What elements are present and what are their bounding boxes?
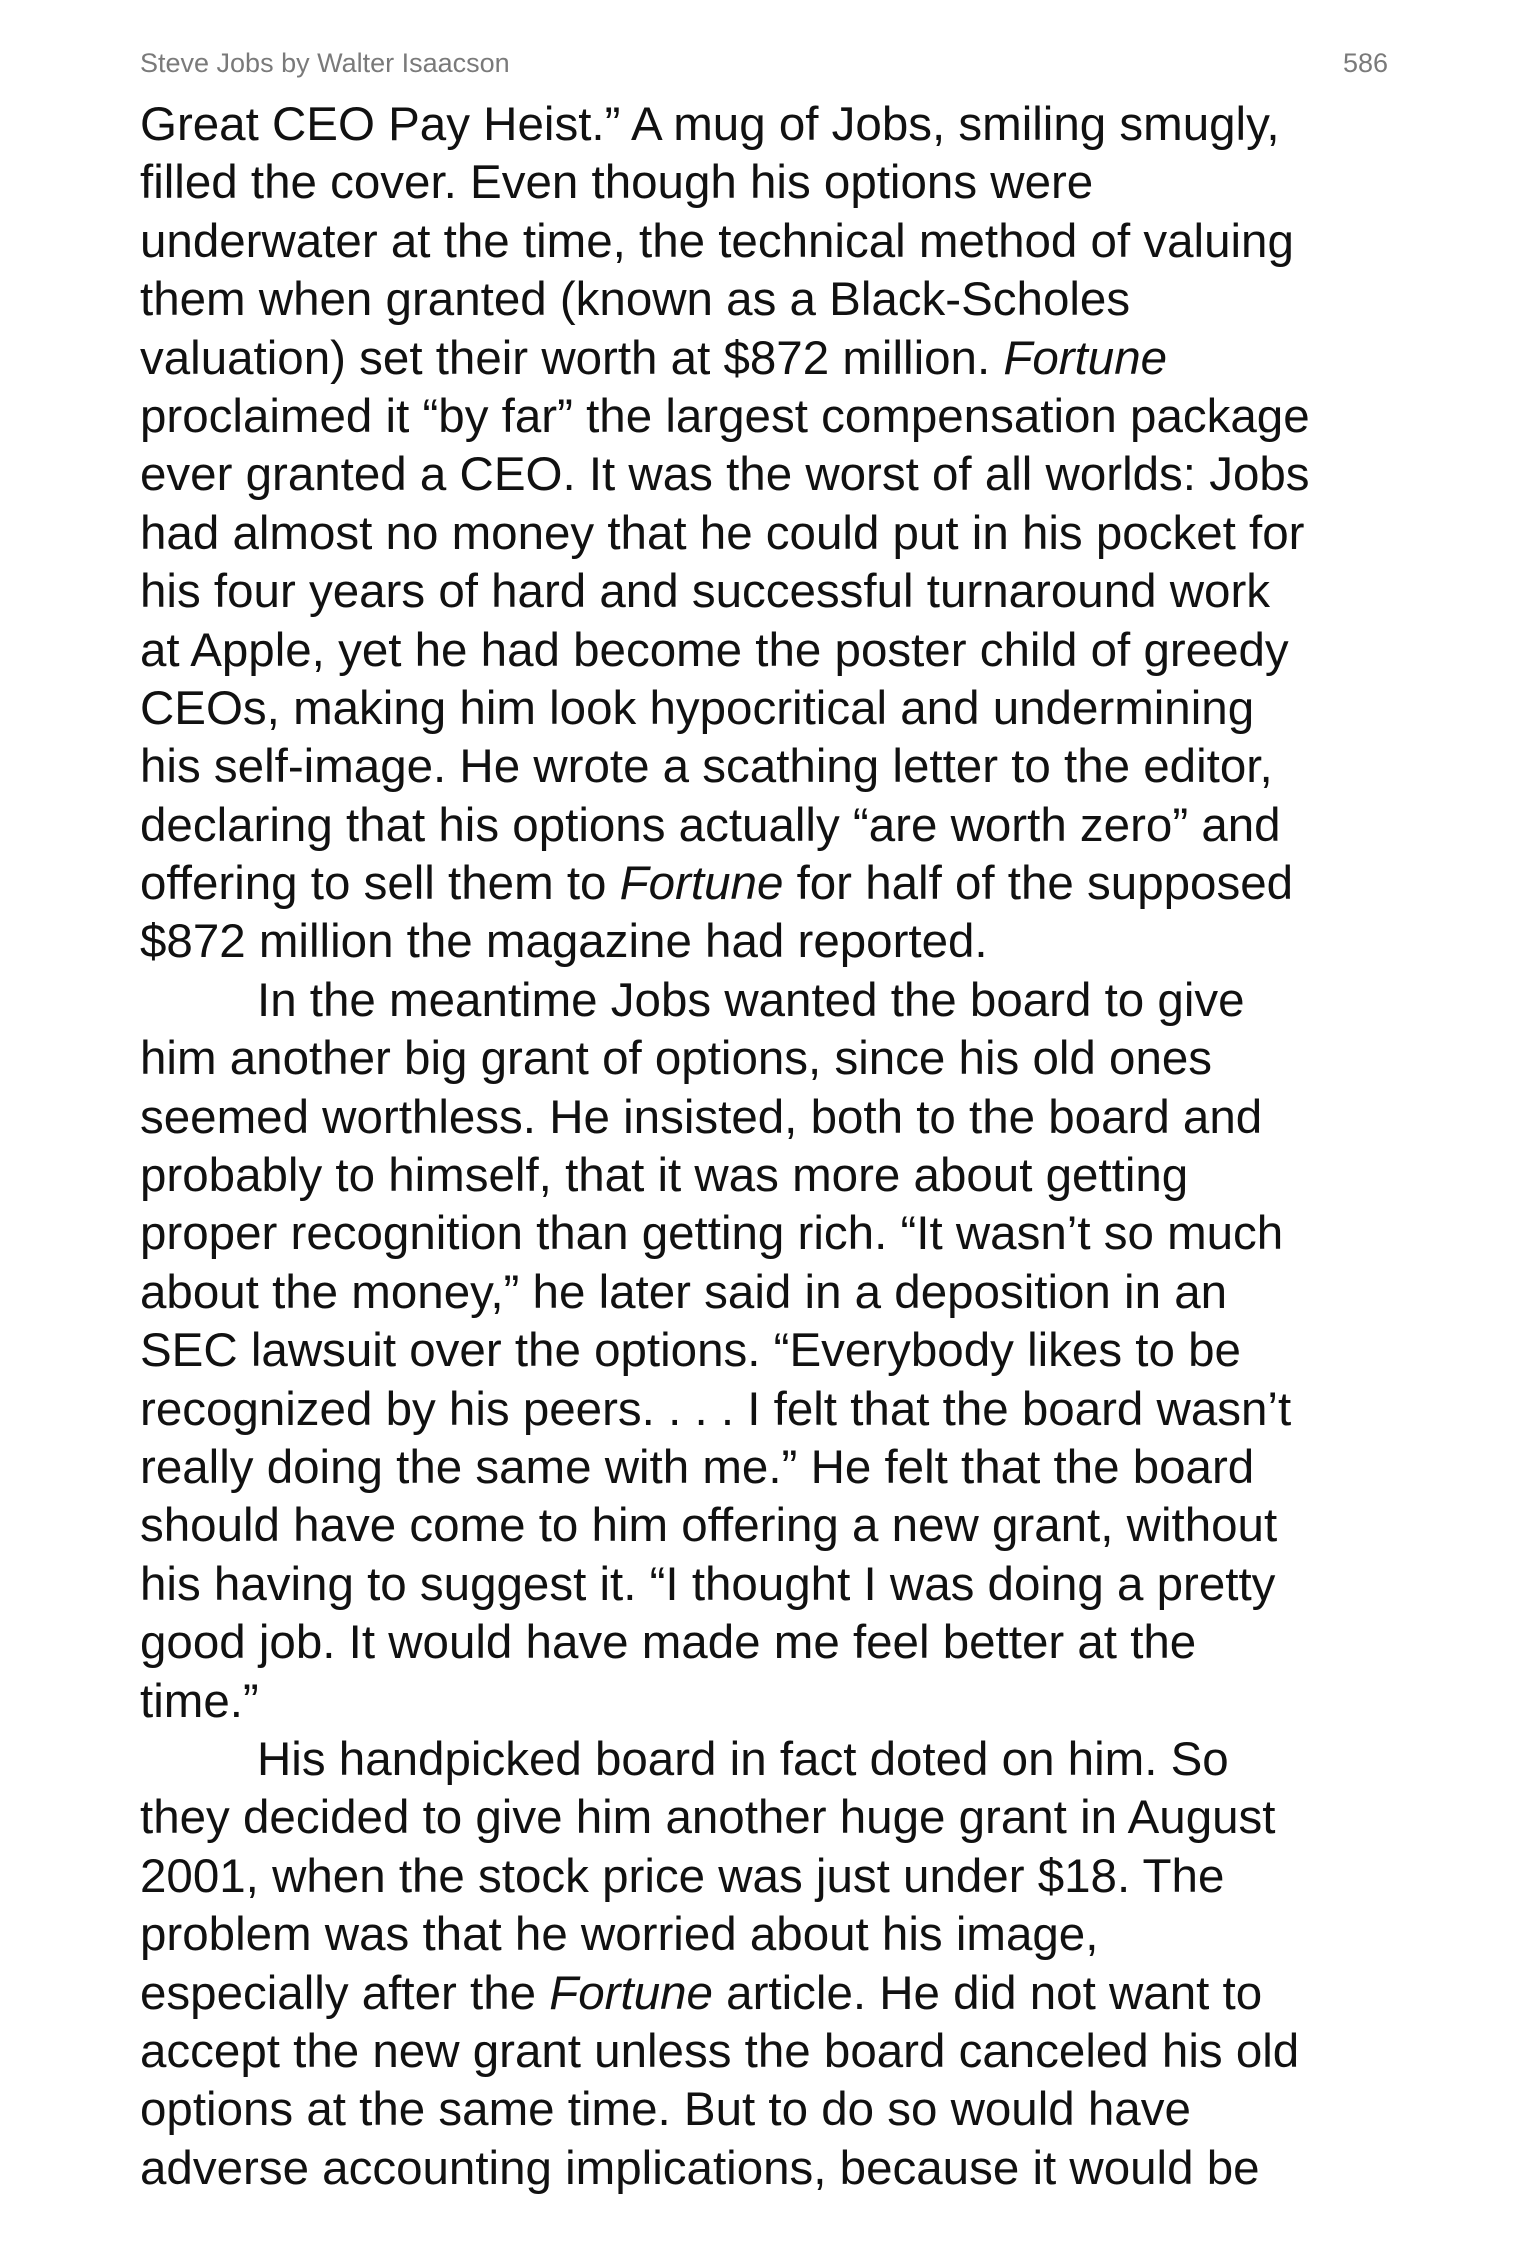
text-line	[140, 1497, 1400, 1555]
text-segment: proper recognition than getting rich. “It wasn’t so much	[140, 1207, 1284, 1261]
text-line	[140, 1381, 1400, 1439]
page-number: 586	[1342, 48, 1388, 78]
text-line	[140, 680, 1400, 738]
text-segment: good job. It would have made me feel better at the	[140, 1616, 1197, 1670]
text-line	[140, 446, 1400, 504]
text-line	[140, 797, 1400, 855]
text-line	[140, 1322, 1400, 1380]
text-segment: especially after the	[140, 1966, 550, 2020]
text-line	[140, 1673, 1400, 1731]
text-line	[140, 1089, 1400, 1147]
page-header	[140, 48, 1388, 84]
text-segment: $872 million the magazine had reported.	[140, 915, 988, 969]
text-segment: his having to suggest it. “I thought I was doing a pretty	[140, 1557, 1276, 1611]
text-segment: probably to himself, that it was more about getting	[140, 1149, 1189, 1203]
text-segment: for half of the supposed	[783, 857, 1294, 911]
text-segment: accept the new grant unless the board canceled his old	[140, 2024, 1300, 2078]
text-segment: recognized by his peers. . . . I felt that the board wasn’t	[140, 1382, 1292, 1436]
text-segment: In the meantime Jobs wanted the board to give	[257, 973, 1245, 1027]
text-segment: underwater at the time, the technical method of valuing	[140, 214, 1294, 268]
italic-text: Fortune	[549, 1966, 713, 2020]
text-segment: should have come to him offering a new grant, without	[140, 1499, 1278, 1553]
text-line	[140, 271, 1400, 329]
text-segment: adverse accounting implications, because it would be	[140, 2141, 1260, 2195]
text-line	[140, 2081, 1400, 2139]
page-body	[140, 96, 1400, 2198]
text-line	[140, 96, 1400, 154]
text-segment: offering to sell them to	[140, 857, 620, 911]
text-line	[140, 213, 1400, 271]
italic-text: Fortune	[1003, 331, 1168, 385]
text-line	[140, 154, 1400, 212]
text-segment: filled the cover. Even though his options were	[140, 156, 1094, 210]
text-segment: options at the same time. But to do so would have	[140, 2083, 1191, 2137]
text-line	[140, 1205, 1400, 1263]
text-segment: had almost no money that he could put in his pocket for	[140, 506, 1305, 560]
text-segment: his self-image. He wrote a scathing letter to the editor,	[140, 740, 1273, 794]
text-line	[140, 2140, 1400, 2198]
text-segment: His handpicked board in fact doted on him. So	[257, 1732, 1229, 1786]
text-line	[140, 972, 1400, 1030]
text-line	[140, 1731, 1400, 1789]
text-segment: time.”	[140, 1674, 259, 1728]
text-line	[140, 1439, 1400, 1497]
text-line	[140, 1264, 1400, 1322]
italic-text: Fortune	[619, 857, 784, 911]
text-line	[140, 563, 1400, 621]
text-segment: CEOs, making him look hypocritical and undermining	[140, 681, 1255, 735]
text-segment: him another big grant of options, since his old ones	[140, 1032, 1213, 1086]
text-segment: SEC lawsuit over the options. “Everybody likes to be	[140, 1324, 1241, 1378]
text-segment: valuation) set their worth at $872 million.	[140, 331, 1004, 385]
text-line	[140, 738, 1400, 796]
text-line	[140, 913, 1400, 971]
text-segment: seemed worthless. He insisted, both to the board and	[140, 1090, 1263, 1144]
text-segment: ever granted a CEO. It was the worst of all worlds: Jobs	[140, 448, 1310, 502]
text-line	[140, 622, 1400, 680]
text-line	[140, 1906, 1400, 1964]
text-line	[140, 1030, 1400, 1088]
text-line	[140, 1848, 1400, 1906]
text-segment: problem was that he worried about his image,	[140, 1908, 1099, 1962]
text-line	[140, 505, 1400, 563]
text-segment: 2001, when the stock price was just under $18. The	[140, 1849, 1225, 1903]
text-line	[140, 1965, 1400, 2023]
text-segment: them when granted (known as a Black-Scholes	[140, 273, 1131, 327]
text-segment: his four years of hard and successful turnaround work	[140, 565, 1271, 619]
text-segment: article. He did not want to	[712, 1966, 1263, 2020]
text-segment: they decided to give him another huge grant in August	[140, 1791, 1276, 1845]
text-segment: at Apple, yet he had become the poster child of greedy	[140, 623, 1289, 677]
text-line	[140, 855, 1400, 913]
text-segment: about the money,” he later said in a deposition in an	[140, 1265, 1228, 1319]
text-segment: Great CEO Pay Heist.” A mug of Jobs, smiling smugly,	[140, 98, 1280, 151]
text-line	[140, 2023, 1400, 2081]
text-segment: proclaimed it “by far” the largest compensation package	[140, 389, 1310, 443]
text-line	[140, 1789, 1400, 1847]
book-title: Steve Jobs by Walter Isaacson	[140, 48, 510, 78]
text-segment: really doing the same with me.” He felt that the board	[140, 1440, 1255, 1494]
text-segment: declaring that his options actually “are worth zero” and	[140, 798, 1281, 852]
text-line	[140, 330, 1400, 388]
text-line	[140, 1614, 1400, 1672]
text-line	[140, 1556, 1400, 1614]
text-line	[140, 1147, 1400, 1205]
text-line	[140, 388, 1400, 446]
